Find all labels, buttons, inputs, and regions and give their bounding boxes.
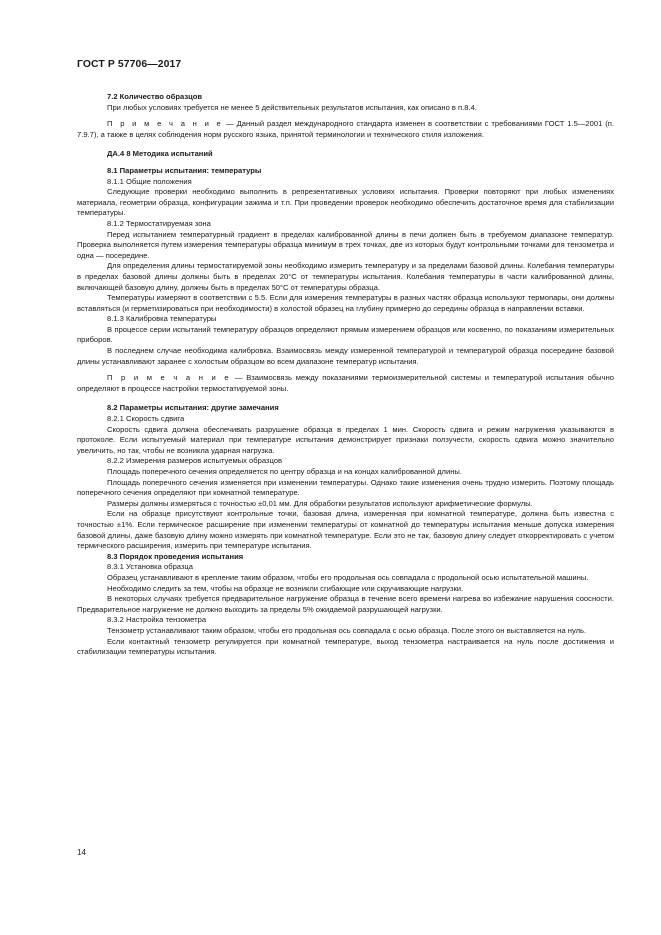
body-paragraph: Следующие проверки необходимо выполнить в репрезентативных условиях испытания. Проверки повторяют при любых изменениях материала, геометрии образца, конфигурации зажима и т.п. При проведении проверок необходимо обеспечить достаточное время для стабилизации температуры. [77,187,614,218]
section-heading: 7.2 Количество образцов [107,92,203,101]
note-text: — Данный раздел международного стандарта изменен в соответствии с требованиями ГОСТ 1.5—2001 (п. 7.9.7), а также в целях соблюдения норм русского языка, принятой терминологии и технического стиля изложения. [77,119,615,139]
subsection-heading: 8.3.1 Установка образца [107,562,193,572]
subsection-heading: 8.1.1 Общие положения [107,176,192,186]
subsection-heading: 8.1.2 Термостатируемая зона [107,218,211,228]
body-paragraph: Площадь поперечного сечения изменяется при изменении температуры. Однако такие изменения очень трудно измерить. Поэтому площадь поперечного сечения определяют при комнатной температуре. [77,477,614,498]
spacer [77,140,614,149]
body-paragraph: В последнем случае необходима калибровка. Взаимосвязь между измеренной температурой и температурой образца посередине базовой длины устанавливают заранее с холостым образцом во всем диапазоне температур испытания. [77,346,614,366]
body-paragraph: Тензометр устанавливают таким образом, чтобы его продольная ось совпадала с осью образца. После этого он выставляется на нуль. [107,625,587,635]
document-body [77,92,614,658]
section-heading: ДА.4 8 Методика испытаний [107,149,213,159]
body-paragraph: Образец устанавливают в крепление таким образом, чтобы его продольная ось совпадала с продольной осью испытательной машины. [107,572,589,582]
page-number: 14 [77,848,87,857]
body-paragraph: Температуры измеряют в соответствии с 5.5. Если для измерения температуры в разных частях образца используют термопары, они должны вставляться (и герметизироваться при необходимости) в холостой образец на глубину примерно до середины образца в направлении вставки. [77,293,614,313]
subsection-heading: 8.1.3 Калибровка температуры [107,314,217,324]
section-heading: 8.1 Параметры испытания: температуры [107,165,262,175]
body-paragraph: Площадь поперечного сечения определяется по центру образца и на концах калиброванной длины. [107,467,462,476]
note-label: П р и м е ч а н и е [107,119,224,129]
body-paragraph: При любых условиях требуется не менее 5 действительных результатов испытания, как описано в п.8.4. [107,102,477,112]
body-paragraph: Если на образце присутствуют контрольные точки, базовая длина, измеренная при комнатной температуре, должна быть известна с точностью ±1%. Если термическое расширение при изменении температуры от комнатной до температуры испытания меньше допуска измерения базовой длины, даже базовую длину можно измерять при комнатной температуре. Если это не так, базовую длину следует откорректировать с учетом термического расширения, измерить при температуре испытания. [77,509,614,551]
spacer [77,394,614,403]
subsection-heading: 8.2.1 Скорость сдвига [107,414,185,424]
body-paragraph: Для определения длины термостатируемой зоны необходимо измерить температуру и за пределами базовой длины. Колебания температуры в пределах базовой длины должны быть в пределах 20°С от температуры испытания. Колебания температуры в части калиброванной длины, включающей базовую длину, должны быть в пределах 50°С от температуры образца. [77,261,614,292]
body-paragraph: Если контактный тензометр регулируется при комнатной температуре, выход тензометра настраивается на нуль после достижения и стабилизации температуры испытания. [77,636,614,657]
body-paragraph: В процессе серии испытаний температуру образцов определяют прямым измерением образцов или косвенно, по показаниям измерительных приборов. [77,324,614,345]
note-paragraph [77,119,614,140]
standard-header: ГОСТ Р 57706—2017 [77,59,182,70]
body-paragraph: Перед испытанием температурный градиент в пределах калиброванной длины в печи должен быть в требуемом диапазоне температур. Проверка выполняется путем измерения температуры образца минимум в трех точках, две из которых будут контрольными точками для тензометра и одна — посередине. [77,229,614,260]
subsection-heading: 8.2.2 Измерения размеров испытуемых образцов [107,456,282,466]
body-paragraph: Необходимо следить за тем, чтобы на образце не возникли сгибающие или скручивающие нагрузки. [107,583,464,593]
body-paragraph: В некоторых случаях требуется предварительное нагружение образца в течение всего времени нагрева во избежание нарушения соосности. Предварительное нагружение не должно выходить за пределы 5% ожидаемой разрушающей нагрузки. [77,594,614,614]
body-paragraph: Скорость сдвига должна обеспечивать разрушение образца в пределах 1 мин. Скорость сдвига и режим нагружения указываются в протоколе. Если испытуемый материал при температуре испытания демонстрирует признаки ползучести, скорость сдвига можно значительно увеличить, но так, чтобы не возникла ударная нагрузка. [77,424,614,455]
note-text: — Взаимосвязь между показаниями термоизмерительной системы и температурой испытания обычно определяют в процессе настройки термостатируемой зоны. [77,373,614,393]
section-heading: 8.2 Параметры испытания: другие замечания [107,403,279,413]
section-heading: 8.3 Порядок проведения испытания [107,551,244,561]
note-label: П р и м е ч а н и е [107,373,232,383]
body-paragraph: Размеры должны измеряться с точностью ±0,01 мм. Для обработки результатов используют арифметические формулы. [107,498,533,508]
note-paragraph [77,373,614,394]
subsection-heading: 8.3.2 Настройка тензометра [107,615,207,625]
